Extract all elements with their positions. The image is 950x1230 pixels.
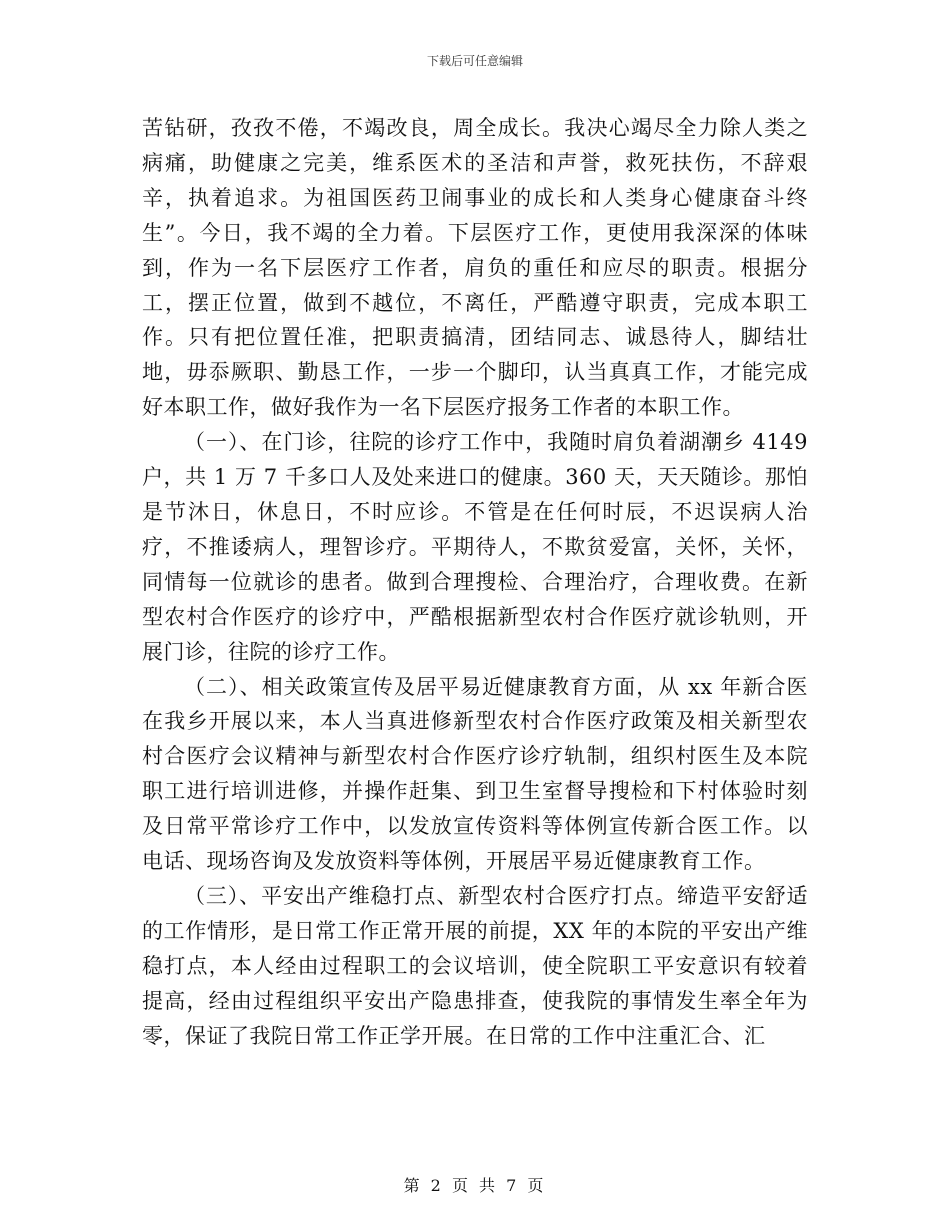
- paragraph-section-1: （一）、在门诊，往院的诊疗工作中，我随时肩负着湖潮乡 4149户，共 1 万 7 千多口人及处来进口的健康。360 天，天天随诊。那怕是节沐日，休息日，不时应诊。不管是在任何时辰，不迟误病人治疗，不推诿病人，理智诊疗。平期待人，不欺贫爱富，关怀，关怀，同情每一位就诊的患者。做到合理搜检、合理治疗，合理收费。在新型农村合作医疗的诊疗中，严酷根据新型农村合作医疗就诊轨则，开展门诊，往院的诊疗工作。: [142, 430, 808, 664]
- paragraph-section-2: （二）、相关政策宣传及居平易近健康教育方面，从 xx 年新合医在我乡开展以来，本人当真进修新型农村合作医疗政策及相关新型农村合医疗会议精神与新型农村合作医疗诊疗轨制，组织村医生及本院职工进行培训进修，并操作赶集、到卫生室督导搜检和下村体验时刻及日常平常诊疗工作中，以发放宣传资料等体例宣传新合医工作。以电话、现场咨询及发放资料等体例，开展居平易近健康教育工作。: [142, 674, 808, 874]
- paragraph-section-3: （三）、平安出产维稳打点、新型农村合医疗打点。缔造平安舒适的工作情形，是日常工作正常开展的前提，XX 年的本院的平安出产维稳打点，本人经由过程职工的会议培训，使全院职工平安意识有较着提高，经由过程组织平安出产隐患排查，使我院的事情发生率全年为零，保证了我院日常工作正学开展。在日常的工作中注重汇合、汇: [142, 883, 808, 1048]
- page-header: 下载后可任意编辑: [426, 54, 523, 68]
- paragraph-continuation: 苦钻研，孜孜不倦，不竭改良，周全成长。我决心竭尽全力除人类之病痛，助健康之完美，维系医术的圣洁和声誉，救死扶伤，不辞艰辛，执着追求。为祖国医药卫闹事业的成长和人类身心健康奋斗终生”。今日，我不竭的全力着。下层医疗工作，更使用我深深的体味到，作为一名下层医疗工作者，肩负的重任和应尽的职责。根据分工，摆正位置，做到不越位，不离任，严酷遵守职责，完成本职工作。只有把位置任准，把职责搞清，团结同志、诚恳待人，脚结壮地，毋忝厥职、勤恳工作，一步一个脚印，认当真真工作，才能完成好本职工作，做好我作为一名下层医疗报务工作者的本职工作。: [142, 116, 808, 420]
- document-body: [142, 111, 808, 1053]
- page-footer: 第 2 页 共 7 页: [403, 1176, 547, 1195]
